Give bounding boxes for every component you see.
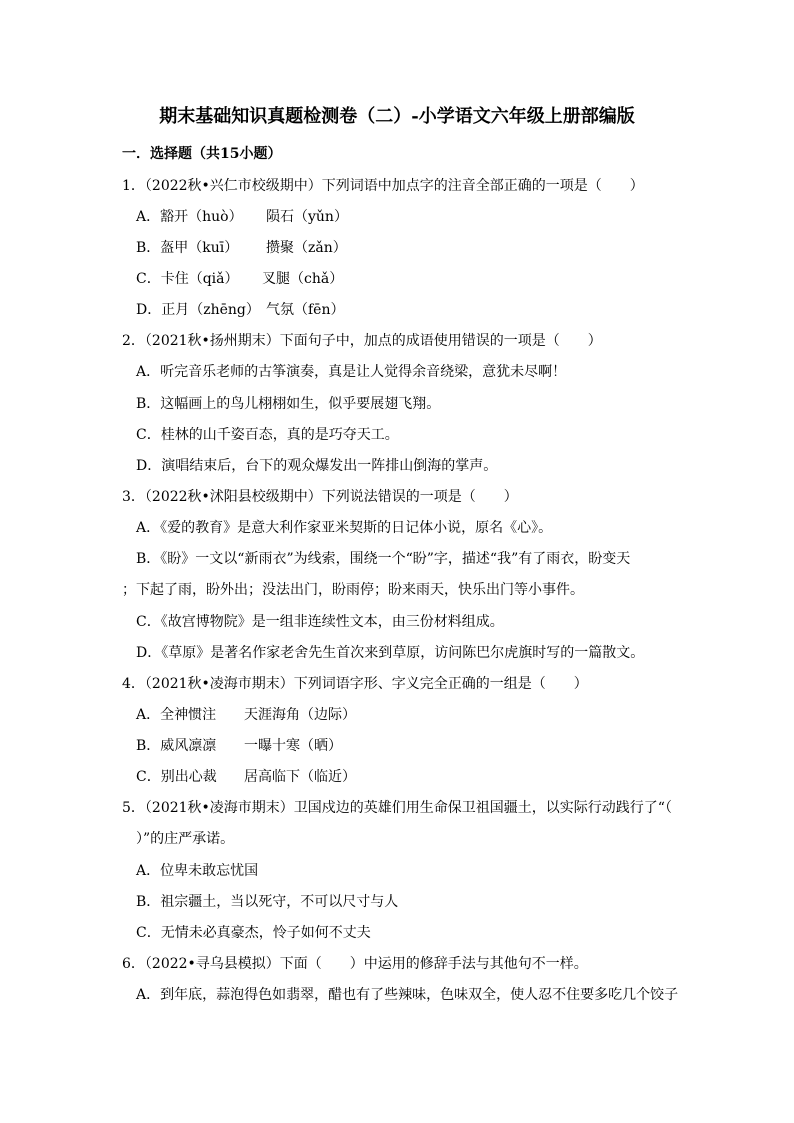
answer-option: A．《爱的教育》是意大利作家亚米契斯的日记体小说，原名《心》。: [136, 520, 553, 536]
answer-option: C．桂林的山千姿百态，真的是巧夺天工。: [136, 427, 399, 443]
answer-option: B．这幅画上的鸟儿栩栩如生，似乎要展翅飞翔。: [136, 396, 441, 412]
question-stem: 3．（2022秋•沭阳县校级期中）下列说法错误的一项是（ ）: [122, 489, 518, 505]
answer-option-term: 气氛（fēn）: [266, 302, 345, 318]
answer-option: A．到年底，蒜泡得色如翡翠，醋也有了些辣味，色味双全，使人忍不住要多吃几个饺子: [136, 987, 679, 1003]
answer-option: C．卡住（qiǎ）: [136, 271, 239, 287]
answer-option: A．位卑未敢忘忧国: [136, 863, 259, 879]
section-heading: 一．选择题（共15小题）: [122, 146, 282, 162]
question-stem: 5．（2021秋•凌海市期末）卫国戍边的英雄们用生命保卫祖国疆土，以实际行动践行了“（: [122, 800, 672, 816]
answer-option: A．听完音乐老师的古筝演奏，真是让人觉得余音绕梁，意犹未尽啊！: [136, 364, 567, 380]
answer-option: D．演唱结束后，台下的观众爆发出一阵排山倒海的掌声。: [136, 458, 498, 474]
answer-option: D．正月（zhēng）: [136, 302, 260, 318]
answer-option: B．祖宗疆土，当以死守，不可以尺寸与人: [136, 894, 399, 910]
answer-option-term: 叉腿（chǎ）: [262, 271, 344, 287]
question-stem: 1．（2022秋•兴仁市校级期中）下列词语中加点字的注音全部正确的一项是（ ）: [122, 178, 644, 194]
question-stem: 4．（2021秋•凌海市期末）下列词语字形、字义完全正确的一组是（ ）: [122, 676, 588, 692]
question-stem-continuation: ）”的庄严承诺。: [136, 831, 235, 847]
answer-option-term: 陨石（yǔn）: [266, 209, 348, 225]
answer-option-term: 攒聚（zǎn）: [266, 240, 347, 256]
answer-option-term: 居高临下（临近）: [244, 769, 356, 785]
answer-option: B．《盼》一文以“新雨衣”为线索，围绕一个“盼”字，描述“我”有了雨衣，盼变天: [136, 551, 631, 567]
question-stem: 2．（2021秋•扬州期末）下面句子中，加点的成语使用错误的一项是（ ）: [122, 333, 602, 349]
answer-option: C．无情未必真豪杰，怜子如何不丈夫: [136, 925, 371, 941]
answer-option: A．全神惯注: [136, 707, 217, 723]
answer-option: B．威风凛凛: [136, 738, 217, 754]
question-stem: 6．（2022•寻乌县模拟）下面（ ）中运用的修辞手法与其他句不一样。: [122, 956, 588, 972]
answer-option-term: 一曝十寒（晒）: [244, 738, 342, 754]
answer-option: B．盔甲（kuī）: [136, 240, 239, 256]
answer-option: C．别出心裁: [136, 769, 217, 785]
answer-option-term: 天涯海角（边际）: [244, 707, 356, 723]
answer-option: D．《草原》是著名作家老舍先生首次来到草原，访问陈巴尔虎旗时写的一篇散文。: [136, 645, 645, 661]
answer-option-continuation: ；下起了雨，盼外出；没法出门，盼雨停；盼来雨天，快乐出门等小事件。: [122, 582, 584, 598]
answer-option: C．《故宫博物院》是一组非连续性文本，由三份材料组成。: [136, 614, 504, 630]
answer-option: A．豁开（huò）: [136, 209, 243, 225]
document-title: 期末基础知识真题检测卷（二）-小学语文六年级上册部编版: [159, 106, 635, 127]
